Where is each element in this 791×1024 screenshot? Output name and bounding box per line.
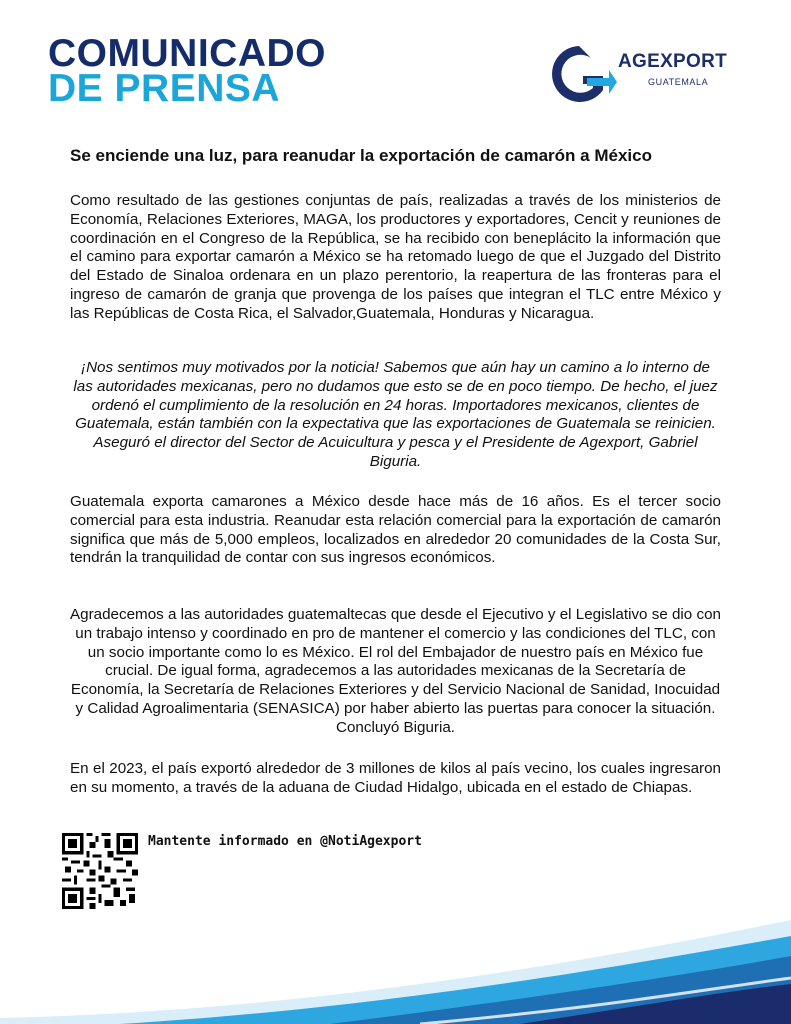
decorative-wave [0, 880, 791, 1024]
press-release-title [48, 32, 326, 110]
article-quote: ¡Nos sentimos muy motivados por la noticia! Sabemos que aún hay un camino a lo interno de las autoridades mexicanas, pero no dudamos que esto se de en poco tiempo. De hecho, el juez ordenó el cumplimiento de la resolución en 24 horas. Importadores mexicanos, clientes de Guatemala, están también con la expectativa que las exportaciones de Guatemala se reinicien. Aseguró el director del Sector de Acuicultura y pesca y el Presidente de Agexport, Gabriel Biguria. [73, 359, 718, 470]
title-line-comunicado: COMUNICADO [48, 32, 326, 75]
article-paragraph-3: Agradecemos a las autoridades guatemaltecas que desde el Ejecutivo y el Legislativo se dio con un trabajo intenso y coordinado en pro de mantener el comercio y las condiciones del TLC, con un socio importante como lo es México. El rol del Embajador de nuestro país en México fue crucial. De igual forma, agradecemos a las autoridades mexicanas de la Secretaría de Economía, la Secretaría de Relaciones Exteriores y del Servicio Nacional de Sanidad, Inocuidad y Calidad Agroalimentaria (SENASICA) por haber abierto las puertas para conocer la situación. Concluyó Biguria. [70, 606, 721, 736]
article-paragraph-2: Guatemala exporta camarones a México desde hace más de 16 años. Es el tercer socio comercial para esta industria. Reanudar esta relación comercial para la exportación de camarón significa que más de 5,000 empleos, localizados en alrededor 20 comunidades de la Costa Sur, tendrán la tranquilidad de contar con sus ingresos económicos. [70, 493, 721, 567]
logo-wordmark: AGEXPORT [618, 51, 728, 72]
article-paragraph-1: Como resultado de las gestiones conjuntas de país, realizadas a través de los ministerios de Economía, Relaciones Exteriores, MAGA, los productores y exportadores, Cencit y reuniones de coordinación en el Congreso de la República, se ha recibido con beneplácito la información que el camino para exportar camarón a México se ha retomado luego de que el Juzgado del Distrito del Estado de Sinaloa ordenara en un plazo perentorio, la reapertura de las fronteras para el ingreso de camarón de granja que provenga de los países que integran el TLC entre México y las Repúblicas de Costa Rica, el Salvador,Guatemala, Honduras y Nicaragua. [70, 192, 721, 322]
title-line-de-prensa: DE PRENSA [48, 67, 281, 110]
social-follow-text[interactable]: Mantente informado en @NotiAgexport [148, 834, 422, 849]
article-headline: Se enciende una luz, para reanudar la exportación de camarón a México [70, 146, 652, 165]
article-paragraph-4: En el 2023, el país exportó alrededor de 3 millones de kilos al país vecino, los cuales ingresaron en su momento, a través de la aduana de Ciudad Hidalgo, ubicada en el estado de Chiapas. [70, 760, 721, 796]
logo-subtitle: GUATEMALA [648, 77, 709, 87]
